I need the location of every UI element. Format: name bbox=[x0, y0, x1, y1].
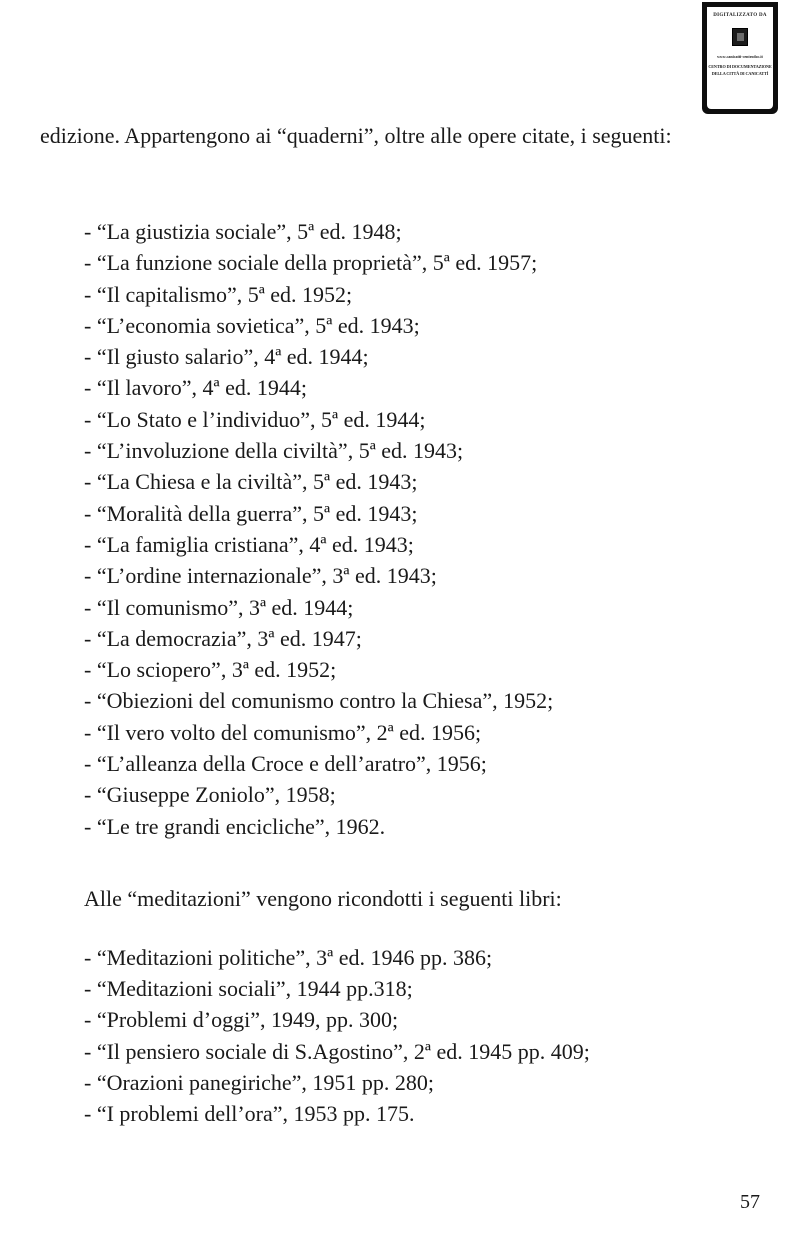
list-item: - “Obiezioni del comunismo contro la Chiesa”, 1952; bbox=[84, 688, 554, 714]
list-item: - “Il vero volto del comunismo”, 2ª ed. 1956; bbox=[84, 719, 482, 745]
stamp-line-2: DELLA CITTÀ DI CANICATTÌ bbox=[711, 71, 769, 76]
list-item: - “I problemi dell’ora”, 1953 pp. 175. bbox=[84, 1100, 415, 1126]
list-item: - “L’economia sovietica”, 5ª ed. 1943; bbox=[84, 312, 420, 338]
meditazioni-list bbox=[84, 942, 590, 1129]
list-item: - “Problemi d’oggi”, 1949, pp. 300; bbox=[84, 1007, 399, 1033]
stamp-header: DIGITALIZZATO DA bbox=[713, 13, 767, 18]
list-item: - “Il pensiero sociale di S.Agostino”, 2ª ed. 1945 pp. 409; bbox=[84, 1038, 590, 1064]
list-item: - “Il giusto salario”, 4ª ed. 1944; bbox=[84, 344, 369, 370]
meditazioni-intro: Alle “meditazioni” vengono ricondotti i seguenti libri: bbox=[84, 886, 562, 911]
list-item: - “Lo sciopero”, 3ª ed. 1952; bbox=[84, 657, 337, 683]
quaderni-list bbox=[84, 216, 553, 842]
list-item: - “Le tre grandi encicliche”, 1962. bbox=[84, 813, 386, 839]
list-item: - “L’involuzione della civiltà”, 5ª ed. 1943; bbox=[84, 438, 464, 464]
stamp-line-1: CENTRO DI DOCUMENTAZIONE bbox=[708, 64, 772, 69]
list-item: - “Orazioni panegiriche”, 1951 pp. 280; bbox=[84, 1069, 435, 1095]
list-item: - “La democrazia”, 3ª ed. 1947; bbox=[84, 625, 362, 651]
list-item: - “Meditazioni politiche”, 3ª ed. 1946 pp. 386; bbox=[84, 945, 493, 970]
list-item: - “Meditazioni sociali”, 1944 pp.318; bbox=[84, 976, 413, 1002]
list-item: - “Il lavoro”, 4ª ed. 1944; bbox=[84, 375, 307, 401]
list-item: - “La funzione sociale della proprietà”, 5ª ed. 1957; bbox=[84, 250, 538, 276]
stamp-website: www.canicatti-centrodoc.it bbox=[717, 54, 763, 59]
list-item: - “Il comunismo”, 3ª ed. 1944; bbox=[84, 594, 354, 620]
list-item: - “L’ordine internazionale”, 3ª ed. 1943; bbox=[84, 563, 437, 589]
list-item: - “Il capitalismo”, 5ª ed. 1952; bbox=[84, 281, 353, 307]
digitization-stamp bbox=[702, 2, 778, 114]
list-item: - “Lo Stato e l’individuo”, 5ª ed. 1944; bbox=[84, 406, 426, 432]
list-item: - “La famiglia cristiana”, 4ª ed. 1943; bbox=[84, 531, 414, 557]
list-item: - “La giustizia sociale”, 5ª ed. 1948; bbox=[84, 219, 402, 244]
intro-paragraph: edizione. Appartengono ai “quaderni”, oltre alle opere citate, i seguenti: bbox=[40, 123, 672, 148]
list-item: - “L’alleanza della Croce e dell’aratro”, 1956; bbox=[84, 751, 487, 777]
list-item: - “Giuseppe Zoniolo”, 1958; bbox=[84, 782, 336, 808]
list-item: - “La Chiesa e la civiltà”, 5ª ed. 1943; bbox=[84, 469, 418, 495]
stamp-body bbox=[707, 7, 773, 109]
page-number: 57 bbox=[740, 1191, 760, 1213]
coat-of-arms-icon bbox=[732, 28, 748, 46]
list-item: - “Moralità della guerra”, 5ª ed. 1943; bbox=[84, 500, 418, 526]
